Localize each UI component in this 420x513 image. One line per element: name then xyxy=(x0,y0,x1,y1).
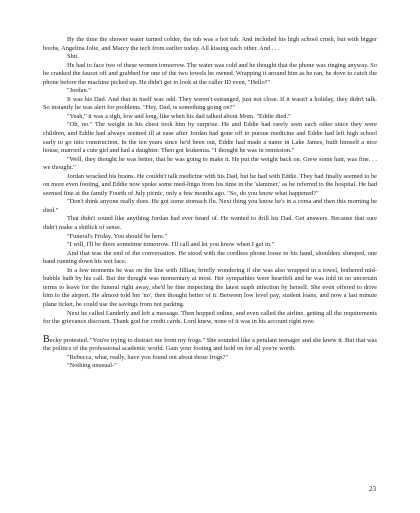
body-text xyxy=(43,36,377,371)
paragraph: It was his Dad. And that in itself was odd. They weren't estranged, just not close. If it wasn't a holiday, they didn't talk. So instantly he was alert for problems. "Hey, Dad, is something going on?" xyxy=(43,95,377,112)
paragraph: Next he called Landerly and left a message. Then hopped online, and even called the airline, getting all the requirements for the grievance discount. Thank god for credit cards. Lord knew, none of it was in his account right now. xyxy=(43,309,377,326)
paragraph: He had to face two of these women tomorrow. The water was cold and he thought that the phone was ringing anyway. So he cranked the faucet off and grabbed for one of the two towels he owned. Wrapping it around him as he ran, he dove to catch the phone before the machine picked up. He didn't get to look at the caller ID even, "Hello?" xyxy=(43,61,377,86)
paragraph: "I will, I'll be there sometime tomorrow. I'll call and let you know when I get in." xyxy=(67,241,275,249)
paragraph: "Yeah," it was a sigh, low and long, like when his dad talked about Mom. "Eddie died." xyxy=(67,112,291,120)
paragraph: By the time the shower water turned colder, the tub was a hot tub. And included his high school crush, but with bigger boobs, Angelina Jolie, and Marcy the tech from earlier today. All kissing each other. And . . . xyxy=(43,36,377,52)
paragraph: "Rebecca, what, really, have you found out about those frogs?" xyxy=(67,353,228,361)
paragraph: And that was the end of the conversation. He stood with the cordless phone loose in his hand, shoulders slumped, one hand running down his wet face. xyxy=(43,249,377,266)
paragraph: "Funeral's Friday. You should be here." xyxy=(67,232,168,240)
section-opening-paragraph xyxy=(43,333,377,354)
drop-cap: B xyxy=(43,333,50,345)
paragraph: That didn't sound like anything Jordan had ever heard of. He wanted to drill his Dad. Get answers. Because that sure didn't make a shitlick of sense. xyxy=(43,215,377,232)
paragraph: "Oh, no." The weight in his chest took him by surprise. He and Eddie had rarely seen each other since they were children, and Eddie had always seemed ill at ease after Jordan had gone off to pursue medicine and Eddie had left high school early to go into construction. In the ten years since he'd been out, Eddie had made a name in Lake James, built himself a nice house, married a cute girl and had a daughter. Then got leukemia. "I thought he was in remission." xyxy=(43,121,377,155)
paragraph: "Nothing unusual-" xyxy=(67,362,117,370)
paragraph: Jordan wracked his brains. He couldn't talk medicine with his Dad, but he had with Eddie. They had finally seemed to be on more even footing, and Eddie now spoke some med-lingo from his time in the 'slammer,' as he referred to the hospital. He had seemed fine at the family Fourth of July picnic, only a few months ago. "So, do you know what happened?" xyxy=(43,172,377,197)
section-break xyxy=(43,327,377,337)
paragraph: In a few moments he was on the line with Jillian, briefly wondering if she was also wrapped in a towel, bothered mid-bubble bath by his call. But the thought was momentary at most. Her sympathies were heartfelt and he was told in no uncertain terms to leave for the funeral right away, she'd be fine inspecting the latest staph infection by herself. She even offered to drive him to the airport. He almost told her 'no', then thought better of it. Between low level pay, student loans, and now a last minute plane ticket, he could use the savings from not parking. xyxy=(43,266,377,308)
paragraph: Shit. xyxy=(67,53,79,61)
paragraph: "Well, they thought he was better, that he was going to make it. He put the weight back on. Grew some hair, was fine. . . we thought." xyxy=(43,155,377,172)
paragraph: "Jordan." xyxy=(67,87,91,95)
paragraph: "Don't think anyone really does. He got some stomach flu. Next thing you know he's in a coma and then this morning he died." xyxy=(43,198,377,214)
opening-text: ecky protested. "You're trying to distract me from my frogs." She sounded like a petulant teenager and she knew it. But that was the politics of the professional academic world. Gain your footing and hold on for all you're worth. xyxy=(43,336,377,353)
page-number: 23 xyxy=(369,485,376,493)
